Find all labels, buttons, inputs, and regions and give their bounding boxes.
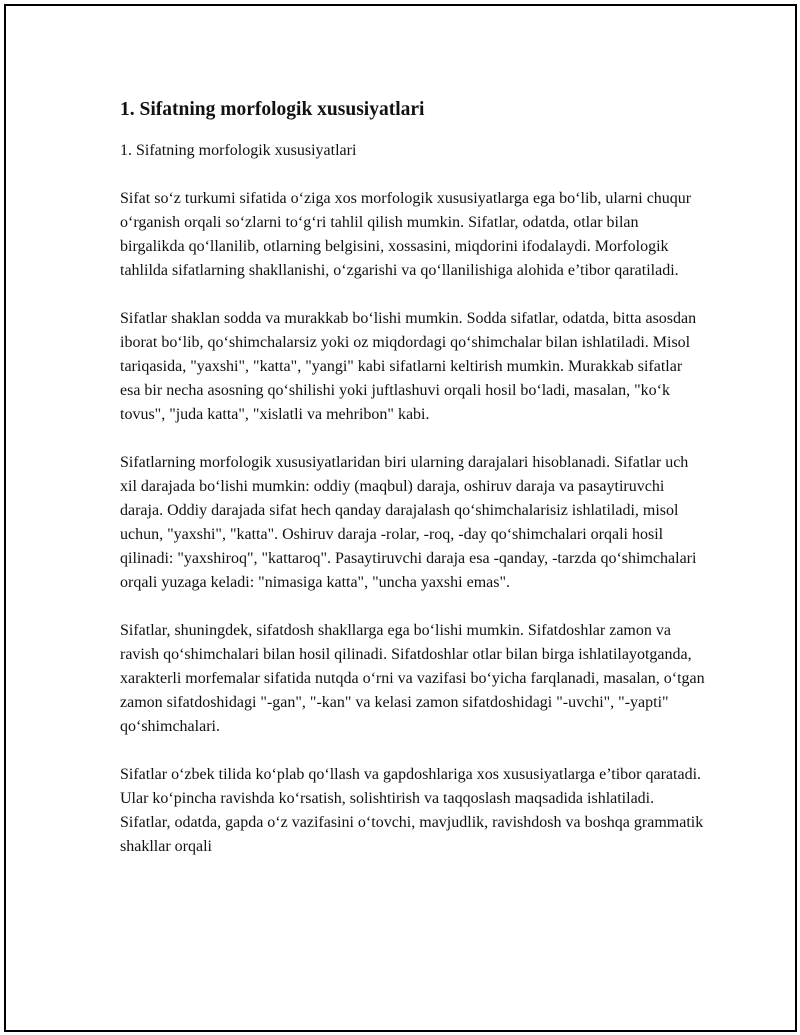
paragraph-2: Sifatlar shaklan sodda va murakkab bo‘lishi mumkin. Sodda sifatlar, odatda, bitta asosdan iborat bo‘lib, qo‘shimchalarsiz yoki oz miqdordagi qo‘shimchalar bilan ishlatiladi. Misol tariqasida, "yaxshi", "katta", "yangi" kabi sifatlarni keltirish mumkin. Murakkab sifatlar esa bir necha asosning qo‘shilishi yoki juftlashuvi orqali hosil bo‘ladi, masalan, "ko‘k tovus", "juda katta", "xislatli va mehribon" kabi.: [120, 310, 697, 423]
paragraph-3: Sifatlarning morfologik xususiyatlaridan biri ularning darajalari hisoblanadi. Sifatlar uch xil darajada bo‘lishi mumkin: oddiy (maqbul) daraja, oshiruv daraja va pasaytiruvchi daraja. Oddiy darajada sifat hech qanday darajalash qo‘shimchalarisiz ishlatiladi, misol uchun, "yaxshi", "katta". Oshiruv daraja -rolar, -roq, -day qo‘shimchalari orqali hosil qilinadi: "yaxshiroq", "kattaroq". Pasaytiruvchi daraja esa -qanday, -tarzda qo‘shimchalari orqali yuzaga keladi: "nimasiga katta", "uncha yaxshi emas".: [120, 454, 697, 591]
document-title: 1. Sifatning morfologik xususiyatlari: [120, 99, 425, 120]
section-heading: 1. Sifatning morfologik xususiyatlari: [120, 142, 357, 159]
paragraph-4: Sifatlar, shuningdek, sifatdosh shakllarga ega bo‘lishi mumkin. Sifatdoshlar zamon va ravish qo‘shimchalari bilan hosil qilinadi. Sifatdoshlar otlar bilan birga ishlatilayotganda, xarakterli morfemalar sifatida nutqda o‘rni va vazifasi bo‘yicha farqlanadi, masalan, o‘tgan zamon sifatdoshidagi "-gan", "-kan" va kelasi zamon sifatdoshidagi "-uvchi", "-yapti" qo‘shimchalari.: [120, 622, 705, 735]
paragraph-1: Sifat so‘z turkumi sifatida o‘ziga xos morfologik xususiyatlarga ega bo‘lib, ularni chuqur o‘rganish orqali so‘zlarni to‘g‘ri tahlil qilish mumkin. Sifatlar, odatda, otlar bilan birgalikda qo‘llanilib, otlarning belgisini, xossasini, miqdorini ifodalaydi. Morfologik tahlilda sifatlarning shakllanishi, o‘zgarishi va qo‘llanilishiga alohida e’tibor qaratiladi.: [120, 190, 692, 279]
paragraph-5: Sifatlar o‘zbek tilida ko‘plab qo‘llash va gapdoshlariga xos xususiyatlarga e’tibor qaratadi. Ular ko‘pincha ravishda ko‘rsatish, solishtirish va taqqoslash maqsadida ishlatiladi. Sifatlar, odatda, gapda o‘z vazifasini o‘tovchi, mavjudlik, ravishdosh va boshqa grammatik shakllar orqali: [120, 766, 704, 855]
document-body: [120, 96, 705, 883]
page-frame: [4, 4, 797, 1032]
